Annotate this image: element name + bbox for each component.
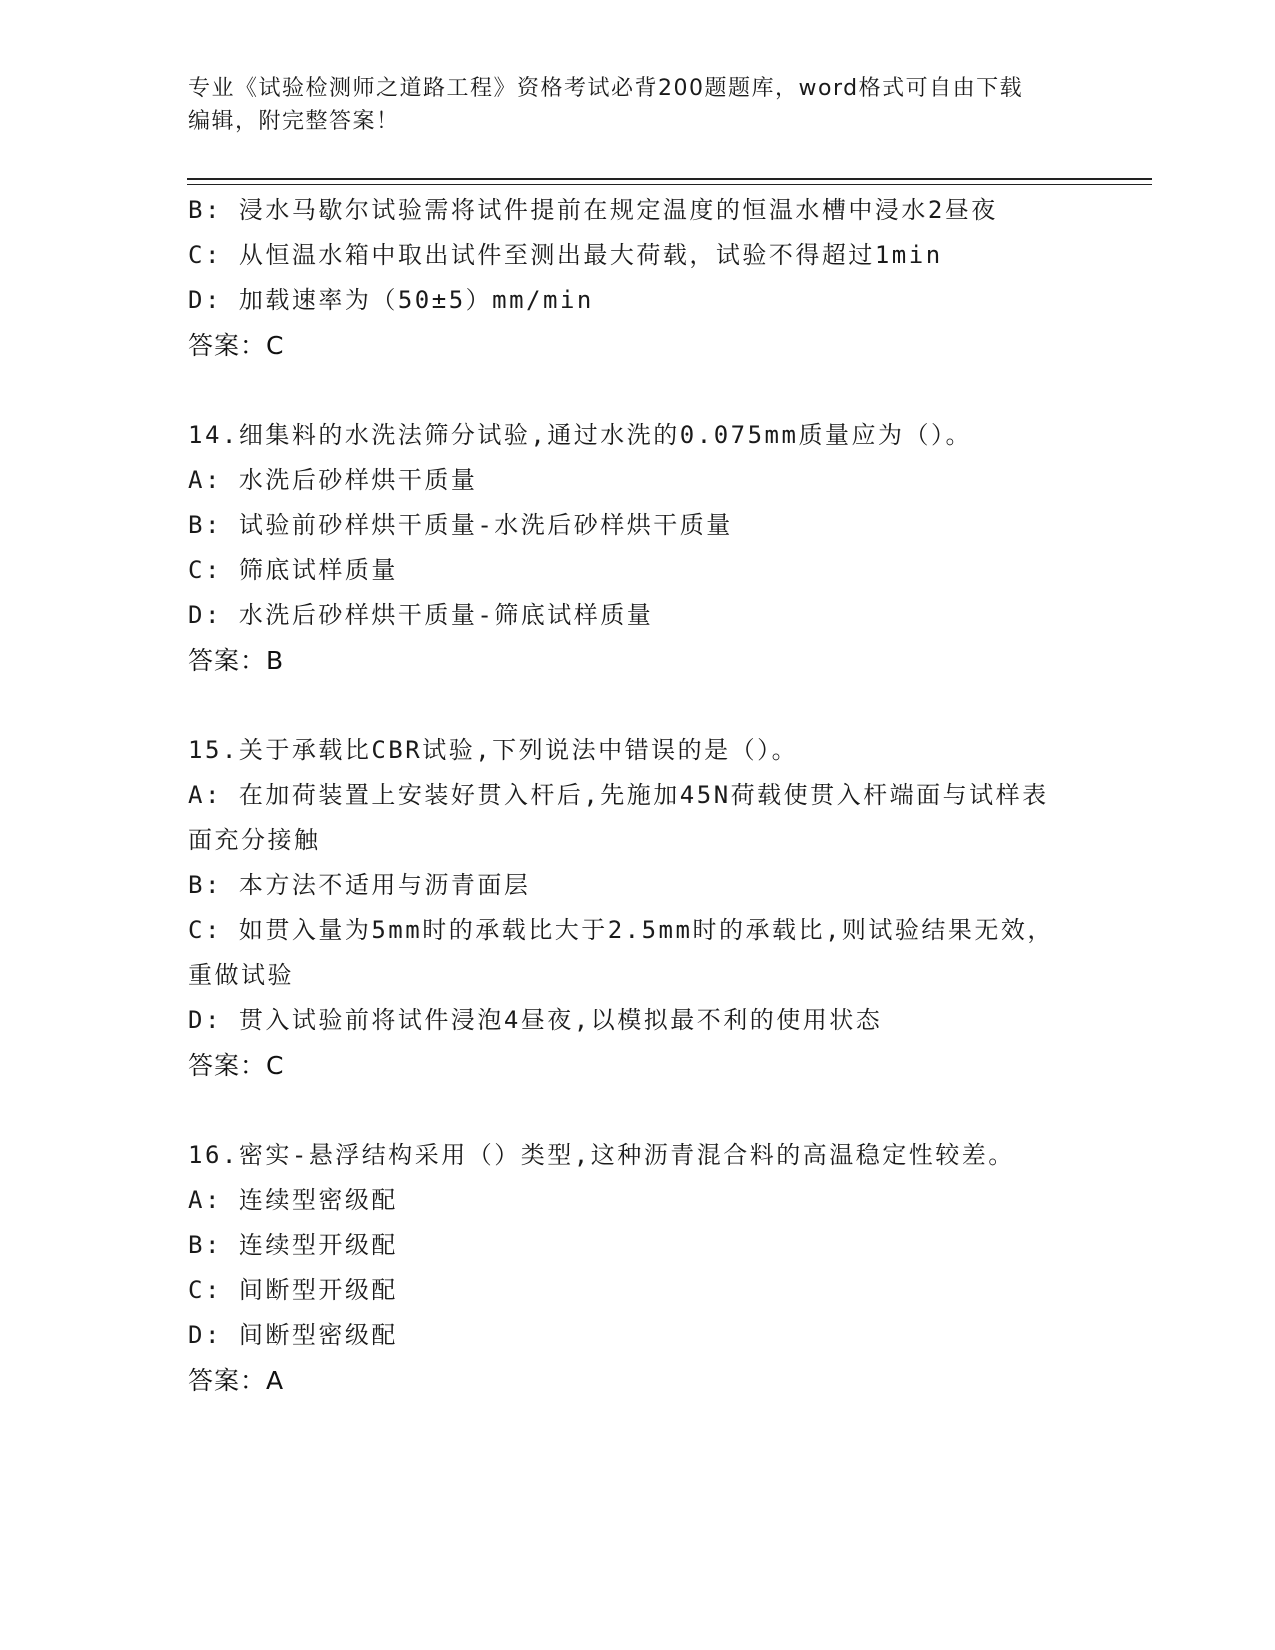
document-header — [188, 72, 1088, 138]
answer-label: 答案：C — [188, 1051, 285, 1080]
question-14 — [188, 413, 1068, 683]
header-line-2: 编辑，附完整答案！ — [188, 109, 400, 134]
question-13-options — [188, 188, 1068, 368]
option-b: B: 浸水马歇尔试验需将试件提前在规定温度的恒温水槽中浸水2昼夜 — [188, 196, 998, 224]
option-b: B: 连续型开级配 — [188, 1231, 398, 1259]
question-list — [188, 188, 1068, 1403]
question-stem: 16.密实-悬浮结构采用（）类型,这种沥青混合料的高温稳定性较差。 — [188, 1141, 1015, 1169]
option-d: D: 贯入试验前将试件浸泡4昼夜,以模拟最不利的使用状态 — [188, 1006, 883, 1034]
header-divider-thick — [187, 178, 1152, 180]
option-c: C: 筛底试样质量 — [188, 556, 398, 584]
question-16 — [188, 1133, 1068, 1403]
answer-label: 答案：C — [188, 331, 285, 360]
option-b: B: 试验前砂样烘干质量-水洗后砂样烘干质量 — [188, 511, 733, 539]
option-d: D: 水洗后砂样烘干质量-筛底试样质量 — [188, 601, 654, 629]
option-c: C: 如贯入量为5mm时的承载比大于2.5mm时的承载比,则试验结果无效，重做试验 — [188, 916, 1054, 989]
spacer — [188, 683, 1068, 728]
option-a: A: 连续型密级配 — [188, 1186, 398, 1214]
spacer — [188, 368, 1068, 413]
question-stem: 14.细集料的水洗法筛分试验,通过水洗的0.075mm质量应为（）。 — [188, 421, 972, 449]
option-c: C: 从恒温水箱中取出试件至测出最大荷载，试验不得超过1min — [188, 241, 943, 269]
option-b: B: 本方法不适用与沥青面层 — [188, 871, 531, 899]
question-15 — [188, 728, 1068, 1088]
answer-label: 答案：B — [188, 646, 285, 675]
header-line-1: 专业《试验检测师之道路工程》资格考试必背200题题库，word格式可自由下载 — [188, 76, 1024, 101]
option-d: D: 间断型密级配 — [188, 1321, 398, 1349]
question-stem: 15.关于承载比CBR试验,下列说法中错误的是（）。 — [188, 736, 799, 764]
header-divider-thin — [187, 184, 1152, 185]
option-c: C: 间断型开级配 — [188, 1276, 398, 1304]
option-a: A: 水洗后砂样烘干质量 — [188, 466, 478, 494]
spacer — [188, 1088, 1068, 1133]
option-d: D: 加载速率为（50±5）mm/min — [188, 286, 594, 314]
option-a: A: 在加荷装置上安装好贯入杆后,先施加45N荷载使贯入杆端面与试样表面充分接触 — [188, 781, 1049, 854]
answer-label: 答案：A — [188, 1366, 285, 1395]
